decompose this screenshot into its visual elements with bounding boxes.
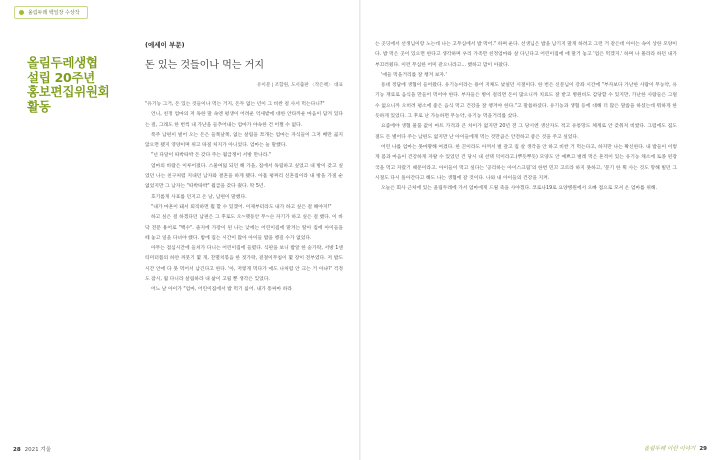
issue-label: 2021 겨울: [24, 447, 52, 453]
paragraph: 아무는 점심시간에 들쳐가 다니는 어린이집에 들렸다. 식판을 보니 밥알 한 숟가락, 서방 1센티미터쯤의 하얀 꺼뭇기 몇 개, 잔멸치볶음 한 젓가락, 겉절이무침이 몇 장이 전부였다. 저 밥도 시간 안에 다 못 먹어서 남긴다고 한다. '아, 저렇게 먹다가 애도 나처럼 안 크는 거 아냐?' 걱정도 잠시, 월 다니라 살림하라 내 삶이 고됨 뿐 생각은 잊었다.: [145, 246, 343, 283]
magazine-mark: 올림두레 이런 이야기: [644, 446, 696, 452]
bullet-icon: [19, 10, 24, 15]
page-number: 29: [699, 446, 707, 452]
right-text-column: [375, 40, 677, 405]
right-page-footer: [644, 444, 707, 452]
paragraph: 요즘에야 생협 물품 값이 마트 가격과 큰 차이가 없지만 20년 전 그 당시엔 생산자도 적고 유통망도 체계로 안 갖춰져 비쌌다. 그럼에도 집도 절도 돈 별어다 주는 남편도 없지만 난 아이들에게 먹는 것만큼은 안전하고 좋은 것을 주고 싶었다.: [375, 124, 677, 140]
paragraph: '애들 먹을거리를 잘 챙겨 보자.': [381, 72, 447, 78]
left-text-column: [145, 100, 343, 440]
paragraph: 오늘은 회사 근처에 있는 올림두레에 가서 엄마에게 드릴 죽을 사야겠다. 코로나19로 요양병원에서 오빠 접으로 모셔 온 엄마를 위해.: [381, 186, 658, 192]
paragraph: 호기롭게 사표를 던지고 온 날, 남편이 말했다.: [151, 194, 247, 200]
section-title-line: 홍보편집위원회: [27, 84, 110, 99]
page-number: 28: [13, 447, 21, 453]
essay-category: (에세이 부문): [145, 41, 185, 49]
essay-byline: 유이분 | 조합원, 도서출판 〈작은책〉 대표: [256, 83, 343, 88]
section-title: [27, 56, 127, 114]
section-title-line: 올림두레생협: [27, 55, 98, 70]
left-page-footer: [13, 445, 51, 453]
paragraph: "내가 마흔이 돼서 퇴직하면 뭘 할 수 있겠어. 이제부터라도 내가 하고 싶은 걸 해야지!": [151, 204, 332, 210]
paragraph: 언니, 친정 엄마의 저 독한 말 속엔 평생이 어려운 억새밭에 대한 안타까운 마음이 담겨 있다는 걸, 그래도 한 번씩 내 가난을 들추어내는 엄마가 야속한 건 어쩔 수 없다.: [145, 112, 343, 128]
paragraph: 폭주 남편이 벌어 오는 돈은 들쭉날쭉, 없는 살림을 쪼개는 엄마는 자식들이 그저 배만 곯지 않으면 됐지 영양이며 위고 따질 처지가 아니었다. 엄마는 늘 말했다.: [145, 132, 343, 149]
paragraph: "넌 다달이 따박따박 돈 갖다 주는 월급쟁이 서방 만나라.": [151, 153, 272, 159]
paragraph: 는 곳딩에서 선생님이랑 노는데 나는 고무심에서 밥 먹어." 하며 운다. 선생님은 밥을 남기지 말게 하려고 그런 거 같은데 아이는 속이 상한 모양이다. 밥 먹은 곳이 있으면 한다고 생각하며 우리 가족만 친정엄마와 살 다닌다고 어린이집에 애 말거 놓고 '엄은 먹겠지.' 하며 나 몰라라 하던 내가 부끄러웠다. 이런 무심한 어미 같으니라고... 했하고 맘이 아팠다.: [375, 42, 677, 68]
paragraph: 하고 싶은 걸 하겠다던 남편은 그 후로도 오~랫동안 무~슨 자기가 하고 싶은 걸 했다. 이 바닥 전문 용어로 "백수". 졸지에 가장이 된 나는 낮에는 어린이집에 맡겨는 딸아 집에 아이들을 떼 놓고 일을 다녀야 했다. 밤에 집는 시간이 많아 아이들 밥을 챙길 수가 없었다.: [145, 215, 343, 241]
paragraph: 어린 나를 엄마는 못마땅해 여겼다. 한 끈이라도 아껴서 벌 갚고 집 살 생각을 안 하고 비싼 거 먹는다고, 하지만 나는 확신한다. 내 밥들이 이렇게 몸과 마음이 건강하게 자랄 수 있었던 건 당시 내 선택 덕이라고.(뿌듯뿌듯) 모양도 안 예쁘고 벌레 먹은 흔적이 있는 유기농 채소에 토종 된장국을 먹고 자랐기 때문이라고. 아이들이 먹고 싶다는 '공리하는 아이스크림'의 한번 민꼬 고르라 하지 못하고, '문기 한 획 사는 것도 망해 빌던 그 시절도 다시 돌아간다고 해도 나는 생협에 갈 것이다. 나와 내 아이들의 건강을 지켜.: [375, 144, 677, 181]
paragraph: 엄마의 바람은 이루어졌다. 스물여덟 되던 해 가을, 집에서 독립하고 싶었고 내 방이 갖고 싶었던 나는 친구처럼 지내던 남자와 결혼을 하게 됐다. 아홉 평짜리 신혼집이라 내 방을 가질 순 없었지만 그 남자는 "따박따박" 월급을 갖다 줬다. 딱 5년.: [145, 163, 343, 190]
page-gutter: [359, 0, 361, 460]
section-tab: [14, 6, 88, 19]
section-title-line: 설립 20주년: [27, 69, 95, 85]
essay-title: 돈 있는 것들이나 먹는 거지: [145, 60, 264, 71]
section-title-line: 활동: [27, 98, 51, 114]
paragraph: 동네 정답에 생협이 들어왔다. 유기농이라는 용어 지체도 낯설던 시절이다. 한 번은 신문님이 강좌 시간에 "부자보다 가난한 사람이 무농약, 유기농 재료로 음식을 만들어 먹어야 한다. 부자들은 병이 걸리면 돈이 많으니까 치료도 잘 받고 병원비도 감당할 수 있지만, 가난한 사람들은 그럴 수 없으니까 오히려 평소에 좋은 음식 먹고 건강을 잘 챙겨야 한다."고 말씀하셨다. 유기농과 생협 등에 대해 더 많은 말씀을 하셨는데 뭐하게 한 듯하게 있었다. 그 후로 난 가능하면 무농약, 유기농 먹을거리를 샀다.: [375, 83, 677, 120]
paragraph: "유기농 그거, 돈 있는 것들이나 먹는 거지, 돈두 없는 년이 그 비싼 걸 사서 먹는다니?": [145, 102, 325, 107]
paragraph: 어느 날 아이가 "엄마, 어린이집에서 밥 먹기 싫어. 내가 똥싸마 하라: [151, 287, 292, 293]
section-tab-label: 올림두레 백일장 수상작: [28, 10, 80, 16]
